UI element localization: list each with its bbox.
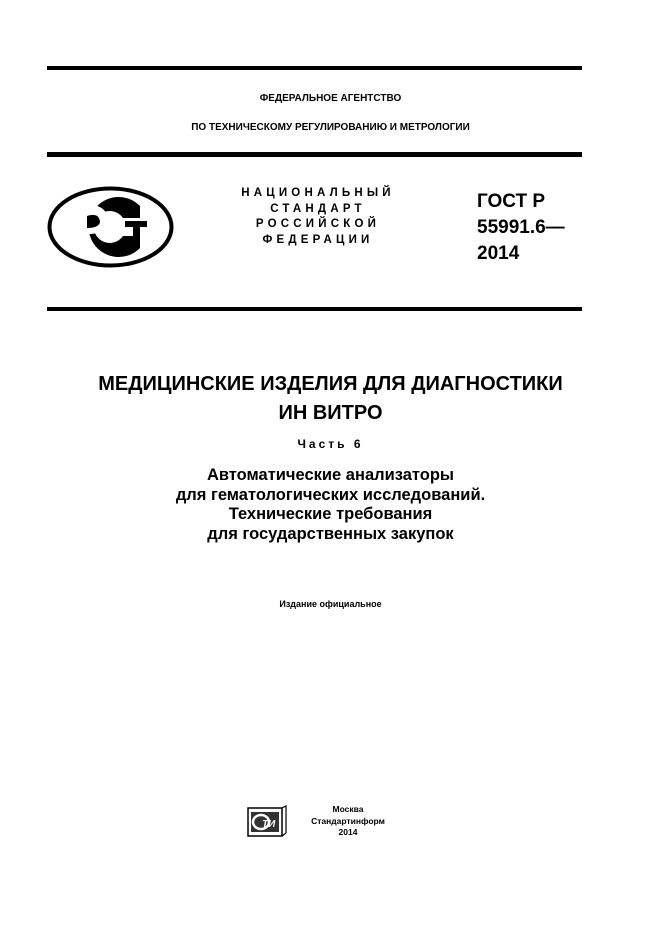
svg-text:ТИ: ТИ [262, 819, 276, 830]
edition-label: Издание официальное [279, 599, 382, 609]
standartinform-logo-icon [247, 805, 287, 838]
subtitle-line-1: Автоматические анализаторы [206, 466, 455, 484]
subtitle-line-4: для государственных закупок [207, 524, 454, 543]
agency-line-1: ФЕДЕРАЛЬНОЕ АГЕНТСТВО [259, 93, 402, 104]
agency-line-2: ПО ТЕХНИЧЕСКОМУ РЕГУЛИРОВАНИЮ И МЕТРОЛОГИИ [191, 122, 470, 133]
document-subtitle [0, 466, 661, 544]
publisher-city: Москва [332, 804, 364, 814]
rst-logo-icon [47, 186, 174, 268]
national-line-4: ФЕДЕРАЦИИ [262, 233, 374, 246]
part-label: Часть 6 [297, 437, 364, 451]
national-line-1: НАЦИОНАЛЬНЫЙ [241, 187, 395, 199]
publisher-name: Стандартинформ [311, 815, 385, 826]
standard-block-bottom-rule [47, 307, 582, 311]
gost-number [477, 189, 565, 267]
publisher-info [300, 804, 396, 839]
title-line-2: ИН ВИТРО [278, 402, 383, 424]
gost-line-2: 55991.6— [477, 217, 565, 238]
subtitle-line-3: Технические требования [228, 505, 433, 523]
national-standard-label [230, 186, 406, 248]
top-rule [47, 66, 582, 70]
title-line-1: МЕДИЦИНСКИЕ ИЗДЕЛИЯ ДЛЯ ДИАГНОСТИКИ [98, 373, 563, 395]
gost-line-3: 2014 [477, 243, 520, 264]
publisher-year: 2014 [338, 827, 358, 837]
national-line-2: СТАНДАРТ [270, 202, 366, 215]
gost-line-1: ГОСТ Р [477, 191, 546, 212]
header-bottom-rule [47, 152, 582, 157]
national-line-3: РОССИЙСКОЙ [255, 218, 381, 230]
document-title [0, 370, 661, 428]
subtitle-line-2: для гематологических исследований. [175, 485, 486, 504]
